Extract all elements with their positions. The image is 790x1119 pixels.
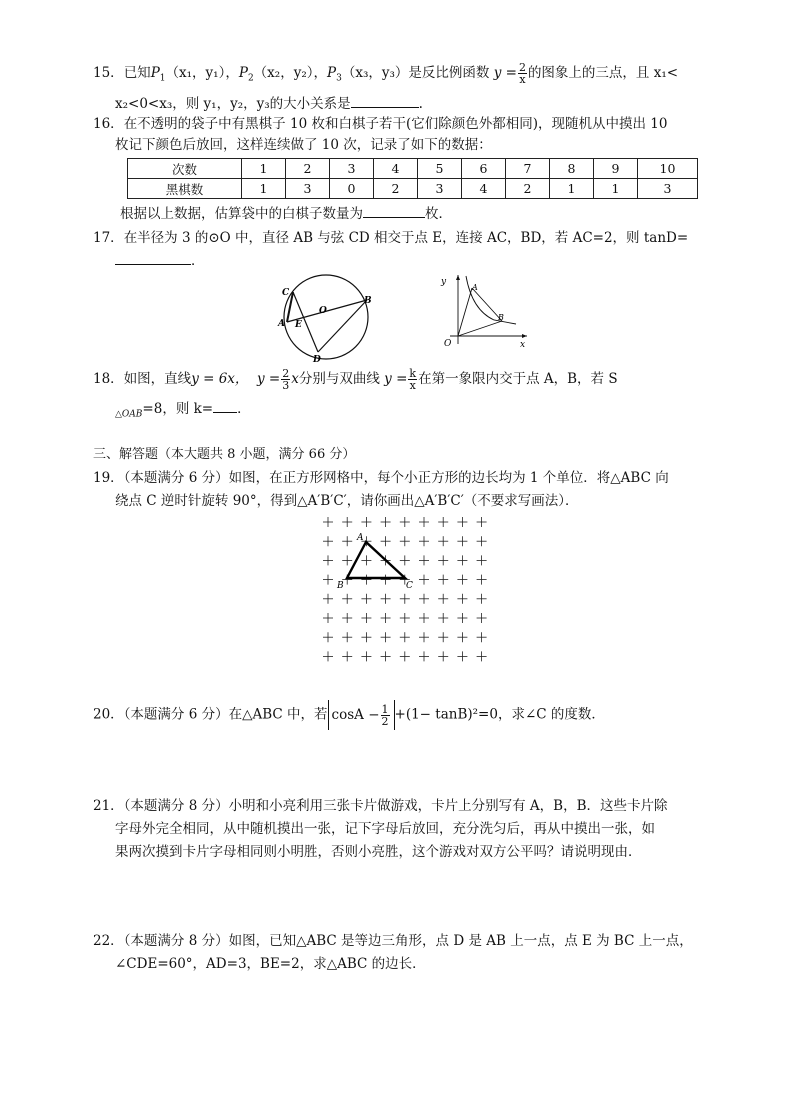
q15-number: 15． xyxy=(93,65,124,81)
q15-line2: x₂<0<x₃，则 y₁，y₂，y₃的大小关系是 . xyxy=(115,93,423,114)
q19-line2: 绕点 C 逆时针旋转 90°，得到△A′B′C′，请你画出△A′B′C′（不要求写画法）． xyxy=(115,493,579,509)
dashed-grid xyxy=(323,517,487,664)
label-b: B xyxy=(498,313,504,322)
q18-fraction-two-thirds: $\frac{2}{3}$ xyxy=(282,367,290,392)
q16-line2: 枚记下颜色后放回，这样连续做了 10 次，记录了如下的数据： xyxy=(115,137,492,153)
table-cell: 6 xyxy=(462,159,506,179)
q21-line2: 字母外完全相同，从中随机摸出一张，记下字母后放回，充分洗匀后，再从中摸出一张，如 xyxy=(115,821,655,837)
table-cell: 1 xyxy=(594,179,638,199)
table-cell: 1 xyxy=(242,179,286,199)
q17-circle-figure xyxy=(275,270,375,366)
label-y: y xyxy=(441,277,447,287)
label-e: E xyxy=(295,320,302,330)
table-cell: 1 xyxy=(550,179,594,199)
section-3-title: 三、解答题（本大题共 8 小题，满分 66 分） xyxy=(93,447,356,462)
q18-coordinate-figure xyxy=(432,270,532,352)
q15-func-y: y = xyxy=(493,65,517,81)
table-cell: 9 xyxy=(594,159,638,179)
q21-line1: 21．（本题满分 8 分）小明和小亮利用三张卡片做游戏，卡片上分别写有 A，B，B．这些卡片除 xyxy=(93,798,668,814)
q16-line3: 根据以上数据，估算袋中的白棋子数量为 枚． xyxy=(120,203,452,224)
x-axis-arrow xyxy=(522,334,527,338)
y-axis-arrow xyxy=(456,275,460,280)
q18-fraction-k-over-x: $\frac{k}{x}$ xyxy=(409,367,417,392)
q16-data-table xyxy=(127,158,698,199)
q22-number: 22． xyxy=(93,933,124,949)
q15-line1: 15．已知$P_1(x_1$，y₁），$P_2(x_2$，y₂），$P_3(x_3$，y₃）是反比例函数 y = $\frac{2}{x}$ 的图象上的三点，且 x₁< xyxy=(93,61,679,86)
table-row-header: 次数 xyxy=(128,159,242,179)
q20-fraction-half: $\frac{1}{2}$ xyxy=(381,703,389,728)
q22-line1: 22．（本题满分 8 分）如图，已知△ABC 是等边三角形，点 D 是 AB 上一点，点 E 为 BC 上一点， xyxy=(93,933,693,949)
q20-absolute-value: cosA − $\frac{1}{2}$ xyxy=(328,700,395,730)
q17-line2: ． xyxy=(115,250,205,271)
table-cell: 1 xyxy=(242,159,286,179)
q19-number: 19． xyxy=(93,470,124,486)
q21-line3: 果两次摸到卡片字母相同则小明胜，否则小亮胜，这个游戏对双方公平吗？请说明现由． xyxy=(115,844,642,860)
q16-number: 16． xyxy=(93,116,124,132)
q18-number: 18． xyxy=(93,371,124,387)
q22-line2: ∠CDE=60°，AD=3，BE=2，求△ABC 的边长． xyxy=(115,956,426,972)
q18-answer-blank xyxy=(213,398,237,413)
label-o: O xyxy=(444,339,452,349)
label-x: x xyxy=(520,340,526,350)
q20-line1: 20．（本题满分 6 分）在△ABC 中，若 cosA − $\frac{1}{2}$ +(1− tanB)²=0，求∠C 的度数． xyxy=(93,700,605,730)
q17-line1: 17．在半径为 3 的⊙O 中，直径 AB 与弦 CD 相交于点 E，连接 AC，BD，若 AC=2，则 tanD= xyxy=(93,230,689,246)
line-oa xyxy=(458,288,472,336)
table-cell: 3 xyxy=(418,179,462,199)
diameter-ab xyxy=(287,300,367,322)
table-cell: 4 xyxy=(374,159,418,179)
q21-number: 21． xyxy=(93,798,124,814)
label-b: B xyxy=(337,581,344,591)
q17-number: 17． xyxy=(93,230,124,246)
q18-line1: 18．如图，直线y = 6x， y = $\frac{2}{3}$ x分别与双曲线 y = $\frac{k}{x}$ 在第一象限内交于点 A，B，若 S xyxy=(93,367,618,392)
table-cell: 10 xyxy=(638,159,698,179)
table-cell: 5 xyxy=(418,159,462,179)
q20-number: 20． xyxy=(93,706,124,723)
table-cell: 7 xyxy=(506,159,550,179)
table-cell: 2 xyxy=(286,159,330,179)
table-cell: 0 xyxy=(330,179,374,199)
label-d: D xyxy=(313,355,321,365)
q15-fraction: $\frac{2}{x}$ xyxy=(518,61,526,86)
label-b: B xyxy=(364,296,372,306)
q15-answer-blank xyxy=(351,93,419,108)
circle-o xyxy=(284,275,368,359)
q19-line1: 19．（本题满分 6 分）如图，在正方形网格中，每个小正方形的边长均为 1 个单位．将△ABC 向 xyxy=(93,470,669,486)
q16-answer-blank xyxy=(363,203,425,218)
table-cell: 3 xyxy=(286,179,330,199)
label-a: A xyxy=(278,319,285,329)
table-cell: 2 xyxy=(506,179,550,199)
table-cell: 3 xyxy=(330,159,374,179)
table-row xyxy=(128,159,698,179)
triangle-abc xyxy=(347,542,405,578)
label-o: O xyxy=(319,306,327,316)
label-a: A xyxy=(357,533,364,543)
q16-line1: 16．在不透明的袋子中有黑棋子 10 枚和白棋子若干(它们除颜色外都相同)，现随机从中摸出 10 xyxy=(93,116,668,132)
q17-answer-blank xyxy=(115,250,191,265)
table-row-header: 黑棋数 xyxy=(128,179,242,199)
q18-line2: $_{\triangle OAB}$=8，则 k= ． xyxy=(115,398,251,425)
table-cell: 8 xyxy=(550,159,594,179)
table-row xyxy=(128,179,698,199)
table-cell: 3 xyxy=(638,179,698,199)
table-cell: 4 xyxy=(462,179,506,199)
q19-grid-figure xyxy=(320,514,492,664)
label-c: C xyxy=(282,288,290,298)
label-a: A xyxy=(472,283,478,292)
line-ob xyxy=(458,321,502,336)
table-cell: 2 xyxy=(374,179,418,199)
label-c: C xyxy=(406,581,413,591)
